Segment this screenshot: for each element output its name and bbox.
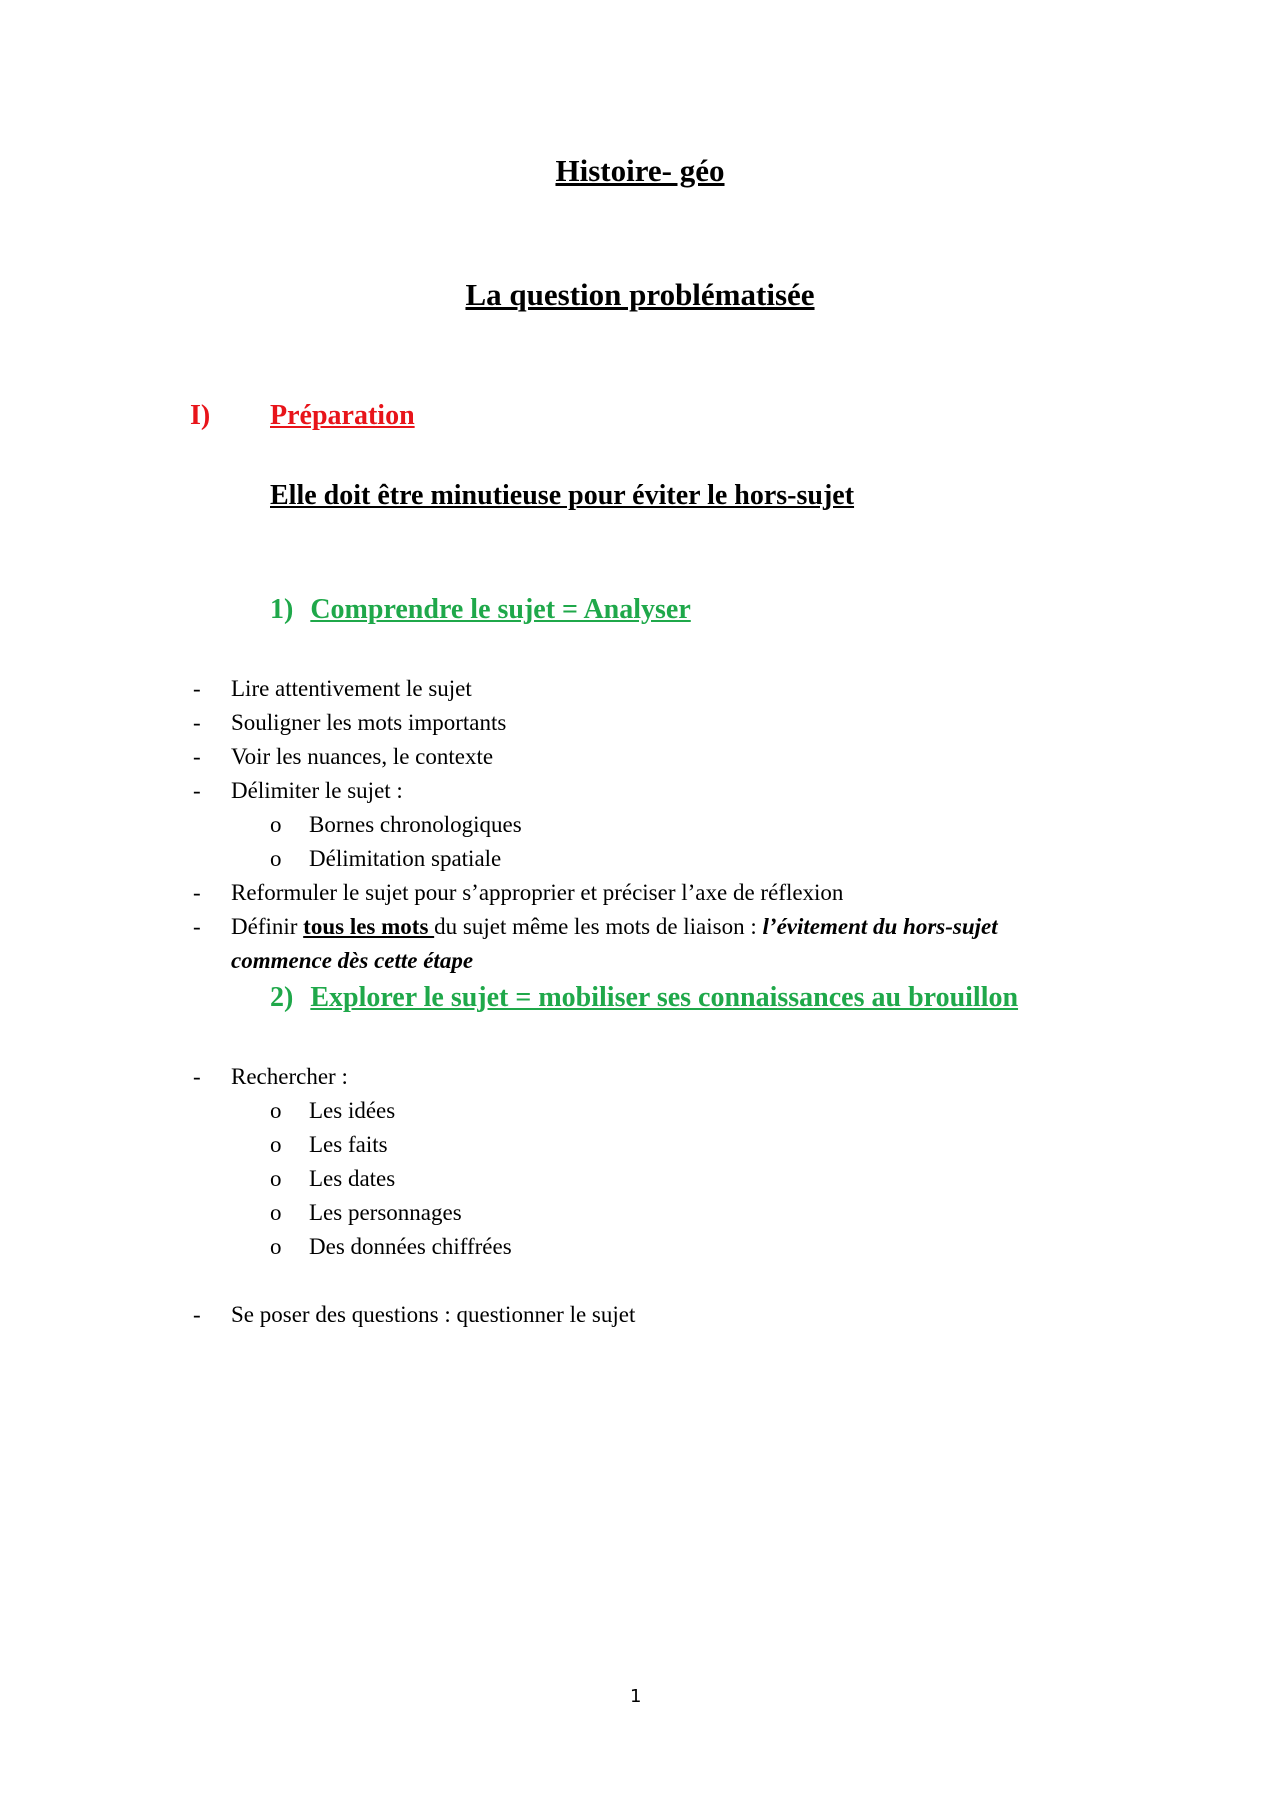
sub-list-item-text: Les dates [309,1166,396,1191]
document-title: Histoire- géo [555,153,725,188]
list-item-text: Reformuler le sujet pour s’approprier et préciser l’axe de réflexion [231,880,844,905]
list-item-text: Délimiter le sujet : [231,778,403,803]
list-item [0,778,1280,806]
define-middle: du sujet même les mots de liaison : [434,914,763,939]
list-item-text: Rechercher : [231,1064,348,1089]
define-prefix: Définir [231,914,304,939]
section-subheading: Elle doit être minutieuse pour éviter le hors-sujet [270,480,855,511]
circle-bullet: o [270,1200,282,1225]
page-number: 1 [630,1686,642,1707]
list-item [0,1302,1280,1330]
dash-bullet: - [193,676,201,701]
sub-list-item [0,812,1280,840]
sub-list-item-text: Bornes chronologiques [309,812,522,837]
sub-list-item [0,1166,1280,1194]
part2-heading-text: Explorer le sujet = mobiliser ses connaissances au brouillon [310,982,1019,1013]
sub-list-item [0,1200,1280,1228]
list-item-text [231,914,998,940]
circle-bullet: o [270,1234,282,1259]
list-item [0,676,1280,704]
list-item [0,1064,1280,1092]
list-item-text: Souligner les mots importants [231,710,507,735]
list-item-text: Voir les nuances, le contexte [231,744,494,769]
section-number: I) [190,400,211,431]
dash-bullet: - [193,1064,201,1089]
list-item [0,880,1280,908]
dash-bullet: - [193,744,201,769]
document-subtitle: La question problématisée [465,277,815,312]
sub-list-item [0,846,1280,874]
circle-bullet: o [270,1166,282,1191]
list-item-continuation [0,948,1280,976]
dash-bullet: - [193,914,201,939]
section-heading-text: Préparation [270,400,415,431]
list-item [0,914,1280,942]
sub-list-item [0,1234,1280,1262]
circle-bullet: o [270,1098,282,1123]
define-italic-1: l’évitement du hors-sujet [762,914,998,939]
circle-bullet: o [270,812,282,837]
define-emphasis: tous les mots [303,914,435,939]
section-heading [270,400,415,432]
sub-list-item [0,1098,1280,1126]
sub-list-item-text: Délimitation spatiale [309,846,502,871]
list-item [0,744,1280,772]
part1-heading [270,594,691,626]
sub-list-item [0,1132,1280,1160]
dash-bullet: - [193,880,201,905]
list-item-text: Lire attentivement le sujet [231,676,472,701]
circle-bullet: o [270,846,282,871]
part2-number: 2) [270,982,294,1013]
sub-list-item-text: Des données chiffrées [309,1234,512,1259]
sub-list-item-text: Les personnages [309,1200,462,1225]
part1-number: 1) [270,594,294,625]
list-item-text: Se poser des questions : questionner le sujet [231,1302,636,1327]
dash-bullet: - [193,710,201,735]
dash-bullet: - [193,778,201,803]
part1-heading-text: Comprendre le sujet = Analyser [310,594,691,625]
define-italic-2: commence dès cette étape [231,948,474,973]
part2-heading [270,982,1018,1014]
sub-list-item-text: Les idées [309,1098,396,1123]
circle-bullet: o [270,1132,282,1157]
sub-list-item-text: Les faits [309,1132,388,1157]
dash-bullet: - [193,1302,201,1327]
list-item [0,710,1280,738]
